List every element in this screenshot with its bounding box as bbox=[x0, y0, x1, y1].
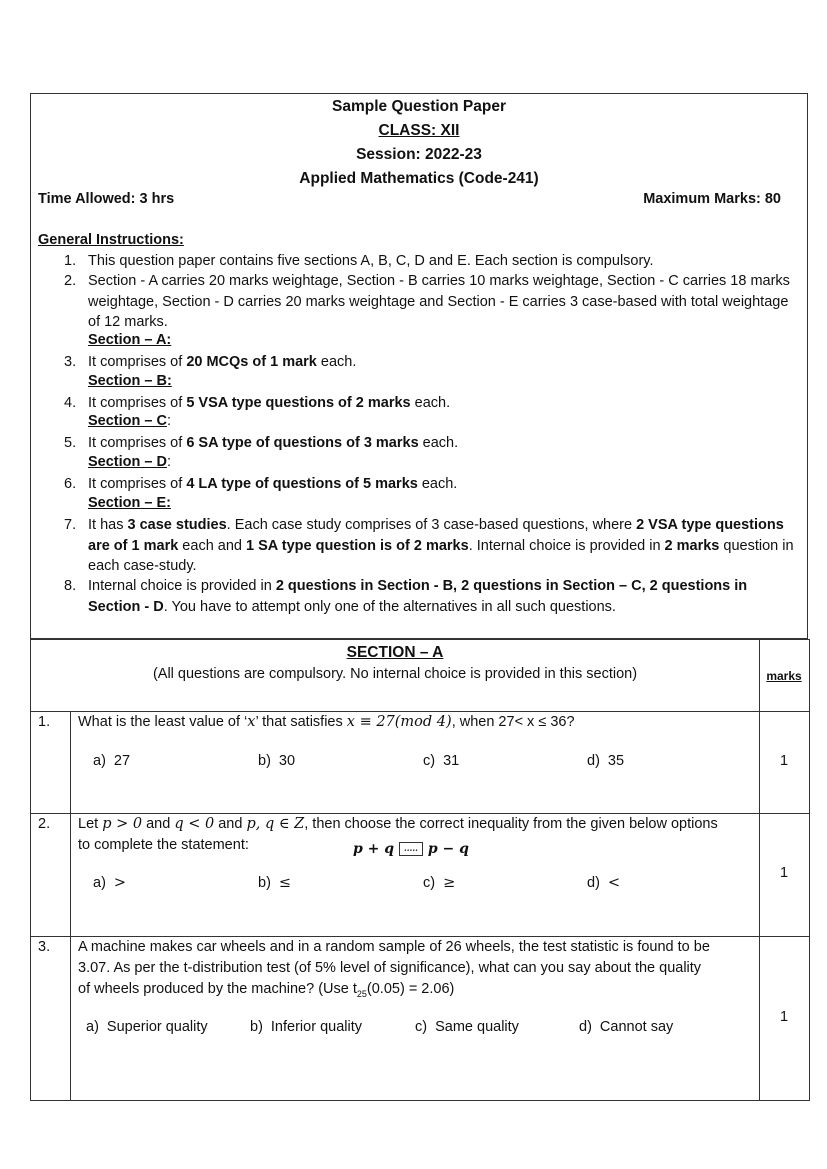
instruction-bold: 2 questions in Section - B, 2 questions in Section – C, 2 questions in Section - D bbox=[88, 578, 748, 615]
option-value: Superior quality bbox=[106, 1019, 208, 1035]
question-text-part: , when 27< x ≤ 36? bbox=[451, 714, 575, 730]
instruction-text-part: each and bbox=[178, 537, 247, 554]
comparison-expression bbox=[353, 841, 469, 857]
instruction-bold: 6 SA type of questions of 3 marks bbox=[186, 435, 419, 451]
question-marks: 1 bbox=[779, 865, 789, 881]
section-b-label: Section – B: bbox=[88, 373, 172, 389]
option-c bbox=[423, 875, 455, 891]
math-expression: x ≡ 27(mod 4) bbox=[346, 714, 452, 730]
instruction-number: 6. bbox=[64, 476, 77, 492]
instruction-number: 2. bbox=[64, 273, 77, 289]
math-expression: q < 0 bbox=[174, 816, 215, 832]
instruction-text bbox=[88, 433, 797, 454]
question-marks: 1 bbox=[779, 753, 789, 769]
question-row bbox=[31, 937, 809, 1100]
option-label: a) bbox=[93, 753, 106, 769]
instruction-bold: 5 VSA type questions of 2 marks bbox=[186, 395, 411, 411]
section-a-table bbox=[30, 639, 810, 1101]
question-text bbox=[78, 712, 747, 733]
option-label: b) bbox=[250, 1019, 263, 1035]
option-label: d) bbox=[587, 753, 600, 769]
instruction-number: 3. bbox=[64, 354, 77, 370]
instruction-number: 7. bbox=[64, 517, 77, 533]
option-b bbox=[250, 1019, 362, 1035]
question-row bbox=[31, 712, 809, 814]
question-text bbox=[78, 979, 747, 1005]
maximum-marks: Maximum Marks: 80 bbox=[643, 191, 781, 207]
option-value: 30 bbox=[278, 753, 296, 769]
option-c bbox=[415, 1019, 519, 1035]
math-expression: p, q ∈ Z bbox=[246, 816, 305, 832]
math-expression: p + q bbox=[353, 841, 395, 857]
option-d bbox=[587, 753, 624, 769]
instruction-number: 4. bbox=[64, 395, 77, 411]
subscript: 25 bbox=[356, 988, 367, 999]
option-value: < bbox=[607, 875, 621, 891]
question-text-part: , then choose the correct inequality from the given below options bbox=[304, 816, 718, 832]
instruction-text-part: . You have to attempt only one of the alternatives in all such questions. bbox=[163, 598, 616, 615]
instruction-bold: 2 VSA type questions are of 1 mark bbox=[88, 517, 784, 554]
option-label: a) bbox=[93, 875, 106, 891]
option-label: d) bbox=[579, 1019, 592, 1035]
section-c-text: Section – C bbox=[88, 413, 167, 429]
instruction-text-part: each. bbox=[316, 354, 357, 370]
question-text-part: Let bbox=[78, 816, 103, 832]
option-label: b) bbox=[258, 875, 271, 891]
instruction-text-part: . Each case study comprises of 3 case-based questions, where bbox=[226, 517, 637, 533]
instruction-bold: 4 LA type of questions of 5 marks bbox=[186, 476, 418, 492]
question-text: A machine makes car wheels and in a random sample of 26 wheels, the test statistic is found to be bbox=[78, 939, 710, 955]
option-label: c) bbox=[423, 875, 436, 891]
paper-title: Sample Question Paper bbox=[332, 98, 506, 115]
colon: : bbox=[166, 454, 171, 470]
question-text bbox=[78, 814, 747, 835]
section-a-title: SECTION – A bbox=[346, 644, 444, 661]
section-a-note: (All questions are compulsory. No internal choice is provided in this section) bbox=[152, 666, 638, 682]
question-text-part: ’ that satisfies bbox=[255, 714, 347, 730]
option-c bbox=[423, 753, 459, 769]
question-number: 3. bbox=[38, 939, 51, 955]
column-divider bbox=[70, 937, 71, 1100]
option-d bbox=[579, 1019, 673, 1035]
question-text: to complete the statement: bbox=[78, 837, 249, 853]
option-value: Same quality bbox=[435, 1019, 519, 1035]
instruction-number: 1. bbox=[64, 253, 77, 269]
math-expression: p > 0 bbox=[102, 816, 143, 832]
instruction-text: This question paper contains five sections A, B, C, D and E. Each section is compulsory. bbox=[88, 253, 654, 269]
instruction-text: Section - A carries 20 marks weightage, Section - B carries 10 marks weightage, Section - C carries 18 marks weightage, Section - D carries 20 marks weightage and Section - E carries 3 case-based with total weightage of 12 marks. bbox=[88, 273, 790, 330]
option-value: > bbox=[113, 875, 127, 891]
question-text-part: and bbox=[142, 816, 175, 832]
instruction-number: 5. bbox=[64, 435, 77, 451]
instruction-text bbox=[88, 474, 797, 495]
instruction-text-part: It comprises of bbox=[88, 435, 187, 451]
question-number: 1. bbox=[38, 714, 51, 730]
option-value: ≤ bbox=[278, 875, 292, 891]
instruction-bold: 2 marks bbox=[664, 537, 720, 554]
option-value: Cannot say bbox=[599, 1019, 674, 1035]
question-text-part: (0.05) = 2.06) bbox=[366, 981, 455, 997]
paper-header-box bbox=[30, 93, 808, 639]
instruction-bold: 3 case studies bbox=[127, 517, 227, 533]
question-text-part: of wheels produced by the machine? (Use t bbox=[78, 981, 357, 997]
option-value: 27 bbox=[113, 753, 131, 769]
time-allowed: Time Allowed: 3 hrs bbox=[38, 191, 175, 207]
option-b bbox=[258, 753, 295, 769]
instruction-bold: 20 MCQs of 1 mark bbox=[186, 354, 317, 370]
general-instructions-title: General Instructions: bbox=[38, 232, 184, 248]
option-value: ≥ bbox=[443, 875, 456, 891]
question-text-part: and bbox=[214, 816, 247, 832]
option-a bbox=[86, 1019, 208, 1035]
blank-box: ..... bbox=[399, 842, 423, 856]
option-value: 35 bbox=[607, 753, 625, 769]
question-text: 3.07. As per the t-distribution test (of 5% level of significance), what can you say about the quality bbox=[78, 960, 702, 976]
section-d-text: Section – D bbox=[88, 454, 167, 470]
instruction-number: 8. bbox=[64, 578, 77, 594]
column-divider bbox=[70, 814, 71, 936]
instruction-text-part: It comprises of bbox=[88, 354, 187, 370]
option-a bbox=[93, 875, 126, 891]
math-variable: x bbox=[247, 714, 256, 730]
instruction-text bbox=[88, 515, 797, 577]
instruction-text-part: . Internal choice is provided in bbox=[468, 537, 665, 554]
instruction-text-part: each. bbox=[418, 435, 459, 451]
option-b bbox=[258, 875, 291, 891]
option-label: b) bbox=[258, 753, 271, 769]
instruction-text-part: question in each case-study. bbox=[88, 537, 794, 574]
section-a-label: Section – A: bbox=[88, 332, 172, 348]
colon: : bbox=[166, 413, 171, 429]
section-d-label bbox=[88, 454, 171, 470]
instruction-text-part: each. bbox=[417, 476, 458, 492]
instruction-bold: 1 SA type question is of 2 marks bbox=[246, 537, 469, 554]
option-value: 31 bbox=[443, 753, 460, 769]
option-label: c) bbox=[423, 753, 436, 769]
instruction-text bbox=[88, 576, 797, 617]
column-divider bbox=[70, 712, 71, 813]
instruction-text bbox=[88, 393, 797, 414]
section-e-label: Section – E: bbox=[88, 495, 171, 511]
math-expression: p − q bbox=[427, 841, 469, 857]
question-marks: 1 bbox=[779, 1009, 789, 1025]
subject-label: Applied Mathematics (Code-241) bbox=[299, 170, 539, 187]
session-label: Session: 2022-23 bbox=[356, 146, 482, 163]
instruction-text bbox=[88, 352, 797, 373]
instruction-text-part: It comprises of bbox=[88, 476, 187, 492]
instruction-text-part: It comprises of bbox=[88, 395, 187, 411]
option-value: Inferior quality bbox=[270, 1019, 362, 1035]
section-a-header-row bbox=[31, 640, 809, 712]
option-a bbox=[93, 753, 130, 769]
class-label: CLASS: XII bbox=[378, 122, 460, 139]
section-c-label bbox=[88, 413, 171, 429]
option-label: a) bbox=[86, 1019, 99, 1035]
question-number: 2. bbox=[38, 816, 51, 832]
option-d bbox=[587, 875, 620, 891]
instruction-text-part: Internal choice is provided in bbox=[88, 578, 276, 594]
marks-header: marks bbox=[766, 669, 802, 683]
question-row bbox=[31, 814, 809, 937]
instruction-text-part: each. bbox=[410, 395, 451, 411]
option-label: d) bbox=[587, 875, 600, 891]
option-label: c) bbox=[415, 1019, 428, 1035]
instruction-text-part: It has bbox=[88, 517, 128, 533]
question-text-part: What is the least value of ‘ bbox=[78, 714, 248, 730]
